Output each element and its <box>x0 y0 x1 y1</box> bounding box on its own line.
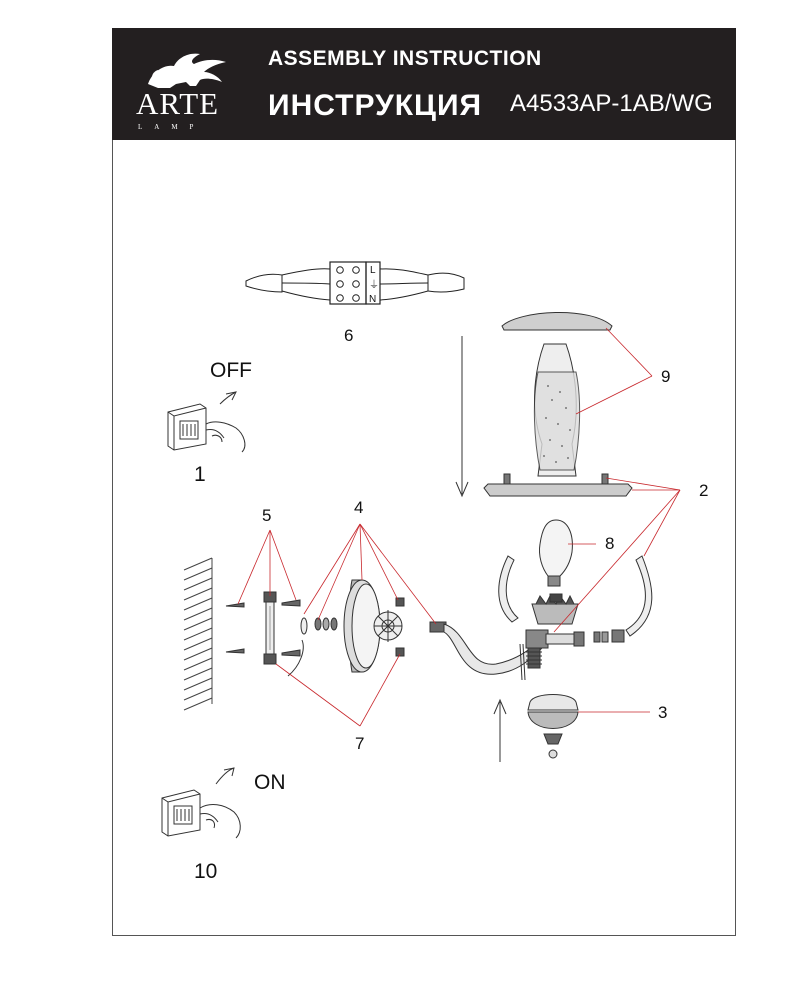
title-russian: ИНСТРУКЦИЯ <box>268 89 483 122</box>
mounting-bracket <box>264 592 276 664</box>
callout-5: 5 <box>262 506 272 525</box>
ground-icon: ⏚ <box>369 280 379 291</box>
lamp-arm <box>430 622 584 680</box>
wall-hatching <box>184 558 212 710</box>
side-arm <box>499 556 652 642</box>
switch-off-illustration <box>168 392 245 452</box>
title-english: ASSEMBLY INSTRUCTION <box>268 47 542 70</box>
callout-4: 4 <box>354 498 364 517</box>
on-label: ON <box>254 771 286 794</box>
callout-8: 8 <box>605 534 615 553</box>
ground-wire <box>288 618 337 676</box>
callout-7: 7 <box>355 734 365 753</box>
off-label: OFF <box>210 359 252 382</box>
lamp-shade <box>502 312 612 476</box>
leader-lines <box>238 328 680 726</box>
callout-9: 9 <box>661 367 671 386</box>
terminal-letter-l: L <box>370 265 376 276</box>
holder-plate <box>484 474 632 496</box>
brand-subtitle: LAMP <box>138 123 206 131</box>
step-10-label: 10 <box>194 860 218 883</box>
bulb-icon <box>539 520 572 586</box>
brand-name: ARTE <box>136 86 220 121</box>
screw-icon <box>337 267 360 302</box>
step-6-label: 6 <box>344 326 354 345</box>
terminal-letter-n: N <box>369 294 377 305</box>
callout-2: 2 <box>699 481 709 500</box>
down-arrow-icon <box>456 336 468 496</box>
callout-3: 3 <box>658 703 668 722</box>
step-1-label: 1 <box>194 463 206 486</box>
switch-on-illustration <box>162 768 240 838</box>
socket-cup <box>532 594 578 624</box>
bottom-cap <box>528 695 578 759</box>
wall-screw-icon <box>226 600 300 656</box>
terminal-block <box>246 262 464 304</box>
model-number: A4533AP-1AB/WG <box>510 90 713 117</box>
up-arrow-icon <box>494 700 506 762</box>
